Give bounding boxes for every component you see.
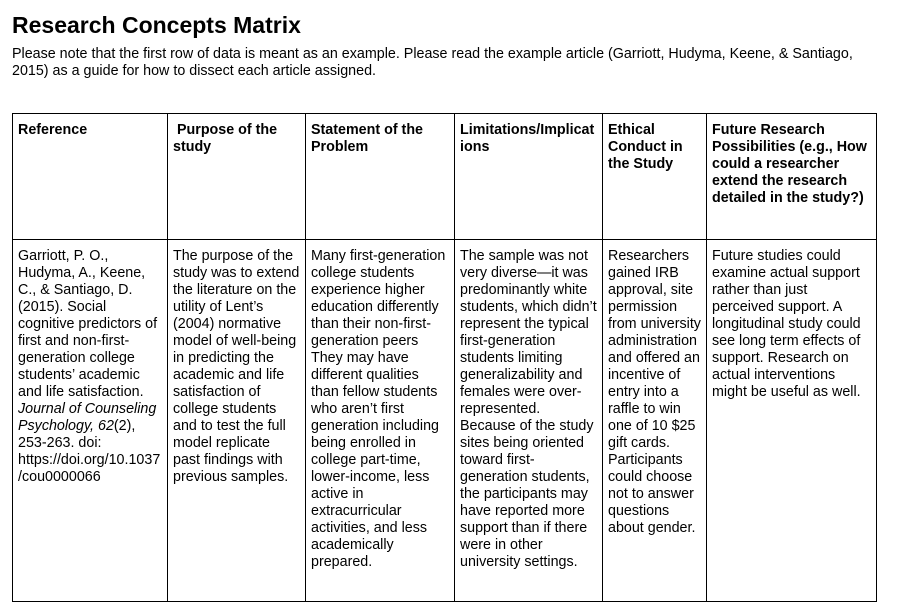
document-title: Research Concepts Matrix	[12, 12, 301, 38]
cell-future: Future studies could examine actual support rather than just perceived support. A longitudinal study could see long term effects of support. Research on actual interventions might be useful as well.	[707, 240, 877, 602]
header-future: Future Research Possibilities (e.g., How could a researcher extend the research detailed in the study?)	[707, 114, 877, 240]
header-purpose: Purpose of the study	[168, 114, 306, 240]
cell-problem: Many first-generation college students experience higher education differently than their non-first-generation peers They may have different qualities than fellow students who aren’t first generation including being enrolled in college part-time, lower-income, less active in extracurricular activities, and less academically prepared.	[306, 240, 455, 602]
instruction-note: Please note that the first row of data is meant as an example. Please read the example article (Garriott, Hudyma, Keene, & Santiago, 2015) as a guide for how to dissect each article assigned.	[12, 46, 853, 79]
header-problem: Statement of the Problem	[306, 114, 455, 240]
cell-reference	[13, 240, 168, 602]
research-concepts-table	[12, 113, 877, 602]
header-reference: Reference	[13, 114, 168, 240]
reference-citation: Garriott, P. O., Hudyma, A., Keene, C., & Santiago, D. (2015). Social cognitive predictors of first and non-first-generation college students’ academic and life satisfaction.	[18, 248, 158, 400]
cell-limitations: The sample was not very diverse—it was predominantly white students, which didn’t represent the typical first-generation students limiting generalizability and females were over-represented. Because of the study sites being oriented toward first-generation students, the participants may have reported more support than if there were in other university settings.	[455, 240, 603, 602]
reference-issue-doi: (2), 253-263. doi: https://doi.org/10.1037/cou0000066	[18, 418, 161, 485]
cell-ethics: Researchers gained IRB approval, site permission from university administration and offered an incentive of entry into a raffle to win one of 10 $25 gift cards. Participants could choose not to answer questions about gender.	[603, 240, 707, 602]
reference-journal: Journal of Counseling Psychology, 62	[18, 401, 157, 434]
table-row	[13, 240, 877, 602]
cell-purpose: The purpose of the study was to extend the literature on the utility of Lent’s (2004) normative model of well-being in predicting the academic and life satisfaction of college students and to test the full model replicate past findings with previous samples.	[168, 240, 306, 602]
header-ethics: Ethical Conduct in the Study	[603, 114, 707, 240]
header-row	[13, 114, 877, 240]
header-limitations: Limitations/Implications	[455, 114, 603, 240]
